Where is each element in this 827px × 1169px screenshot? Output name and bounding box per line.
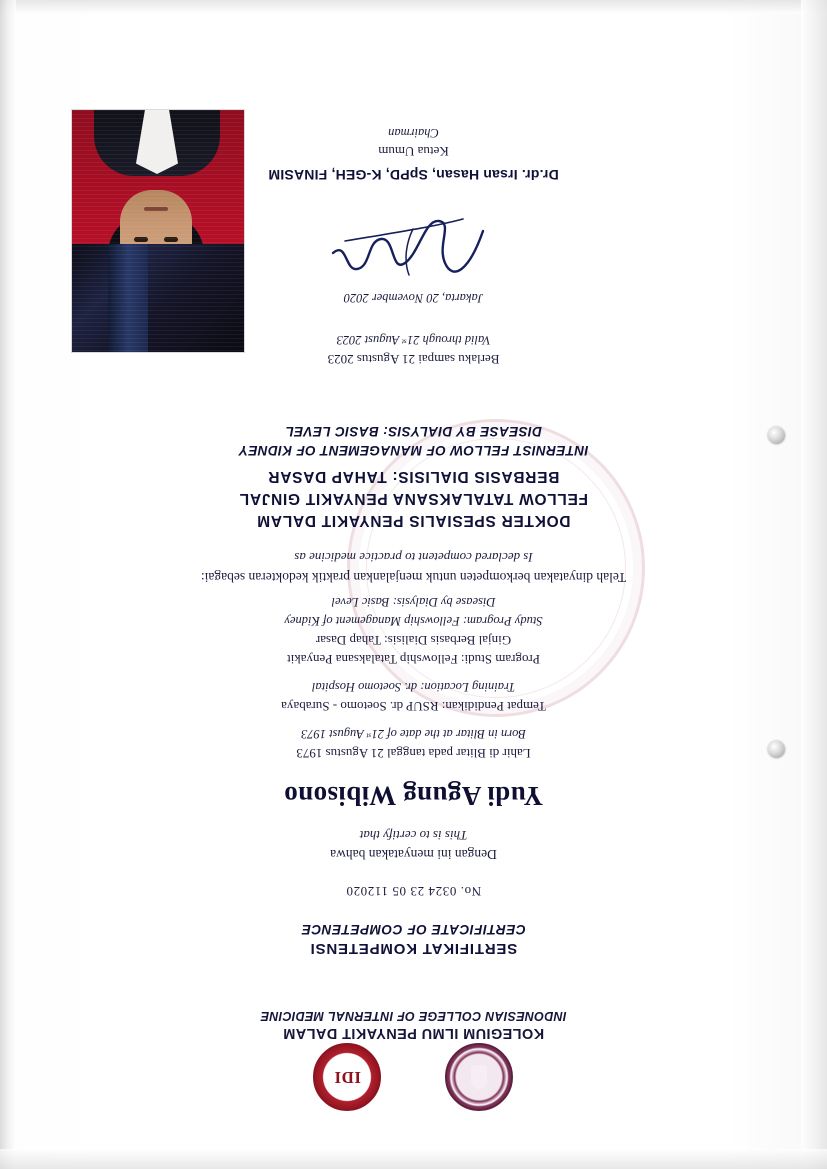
certificate-title-id: SERTIFIKAT KOMPETENSI [309,940,518,957]
program-id-line2: Ginjal Berbasis Dialisis: Tahap Dasar [315,632,512,648]
qualification-id-line3: BERBASIS DIALISIS: TAHAP DASAR [267,468,560,485]
intro-block [0,826,827,864]
intro-text-en: This is to certify that [359,828,468,844]
program-en-line2: Disease by Dialysis: Basic Level [331,595,496,609]
idi-kolegium-logo-icon [314,1043,382,1111]
qualification-id-line2: FELLOW TATALAKSANA PENYAKIT GINJAL [239,490,589,507]
qualification-en-line2: DISEASE BY DIALYSIS: BASIC LEVEL [285,423,542,439]
intro-text-id: Dengan ini menyatakan bahwa [330,847,497,862]
details-block [0,592,827,763]
validity-en: Valid through 21ˢᵗ August 2023 [336,333,491,348]
qualification-id-line1: DOKTER SPESIALIS PENYAKIT DALAM [256,512,571,529]
training-place-id: Tempat Pendidikan: RSUP dr. Soetomo - Surabaya [281,699,546,715]
spacer [0,716,827,724]
program-id-line1: Program Studi: Fellowship Tatalaksana Penyakit [286,652,541,668]
declaration-block [0,547,827,587]
qualification-block [0,422,827,531]
signature-mark [317,203,497,293]
signer-title-en: Chairman [388,126,439,140]
photo-scanlines [72,110,244,352]
declaration-en: Is declared competent to practice medicine as [294,549,533,565]
training-place-en: Training Location: dr. Soetomo Hospital [311,680,516,695]
punch-hole-upper [768,427,785,444]
institution-header [0,1009,827,1041]
birth-line-en: Born in Blitar at the date of 21ˢᵗ August 1973 [301,727,526,742]
certificate-title [0,922,827,957]
certificate-number: No. 0324 23 05 112020 [345,884,482,899]
birth-line-id: Lahir di Blitar pada tanggal 21 Agustus 1973 [296,746,531,761]
signer-title-id: Ketua Umum [378,144,449,159]
institution-name-id: KOLEGIUM ILMU PENYAKIT DALAM [282,1025,545,1041]
place-and-date: Jakarta, 20 November 2020 [343,291,484,305]
signer-name: Dr.dr. Irsan Hasan, SpPD, K-GEH, FINASIM [268,167,559,183]
recipient-name: Yudi Agung Wibisono [283,781,544,811]
logo-row [0,1043,827,1111]
spacer [0,670,827,678]
program-en-line1: Study Program: Fellowship Management of Kidney [284,614,543,628]
punch-hole-lower [768,741,785,758]
qualification-en-line1: INTERNIST FELLOW OF MANAGEMENT OF KIDNEY [238,443,589,458]
certificate-title-en: CERTIFICATE OF COMPETENCE [301,922,526,937]
declaration-id: Telah dinyatakan berkompeten untuk menjalankan praktik kedokteran sebagai: [200,570,627,585]
papdi-logo-icon [446,1043,514,1111]
validity-id: Berlaku sampai 21 Agustus 2023 [327,352,500,367]
institution-name-en: INDONESIAN COLLEGE OF INTERNAL MEDICINE [260,1009,567,1023]
recipient-photo [72,110,244,352]
